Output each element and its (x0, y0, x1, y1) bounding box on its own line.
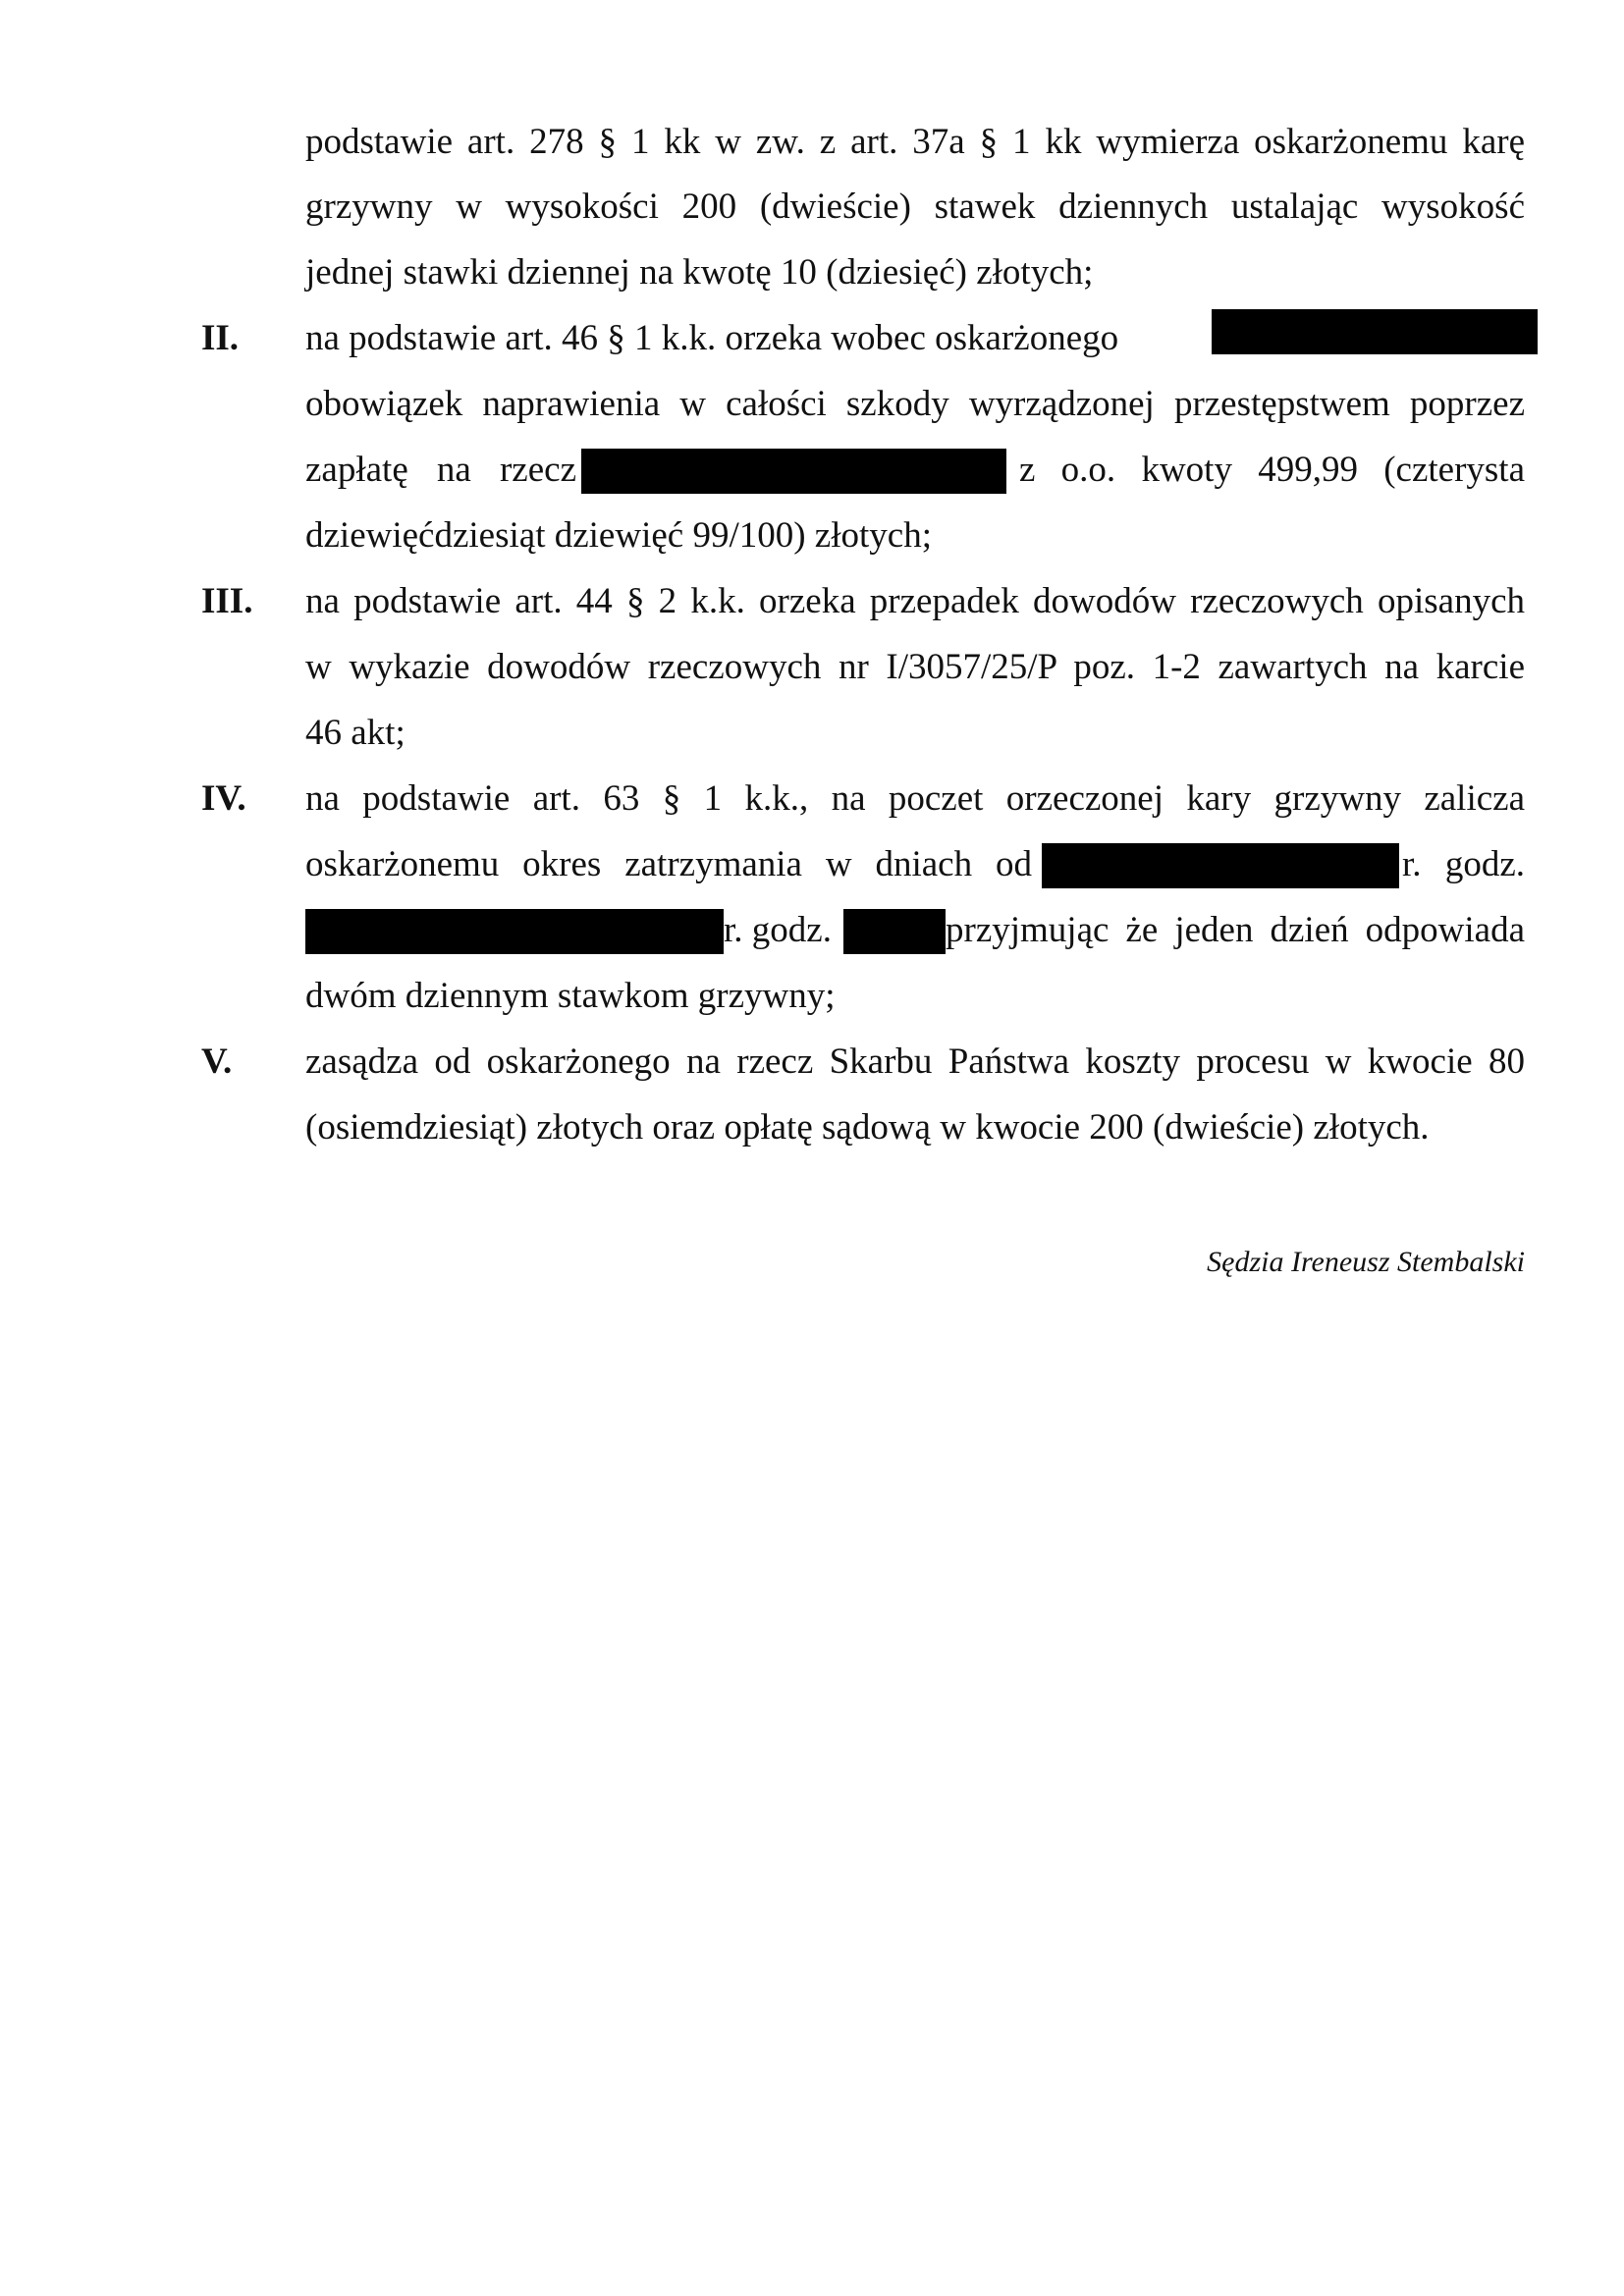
item-i-line-2: grzywny w wysokości 200 (dwieście) stawek dziennych ustalając wysokość (305, 187, 1525, 227)
item-iv-line-3-end: przyjmując że jeden dzień odpowiada (946, 910, 1525, 950)
item-number-ii: II. (201, 318, 240, 358)
item-v-line-1: zasądza od oskarżonego na rzecz Skarbu Państwa koszty procesu w kwocie 80 (305, 1041, 1525, 1082)
redaction-detention-start (1042, 843, 1399, 888)
redaction-detention-hour (843, 909, 946, 954)
redaction-detention-end (305, 909, 724, 954)
item-number-iii: III. (201, 581, 253, 621)
item-ii-line-4: dziewięćdziesiąt dziewięć 99/100) złotych; (305, 515, 932, 556)
item-ii-line-3-start: zapłatę na rzecz (305, 450, 576, 490)
item-ii-line-2: obowiązek naprawienia w całości szkody wyrządzonej przestępstwem poprzez (305, 384, 1525, 424)
item-ii-line-1-text: na podstawie art. 46 § 1 k.k. orzeka wobec oskarżonego (305, 318, 1119, 358)
item-iv-line-2-end: r. godz. (1402, 844, 1525, 884)
redaction-company-name (581, 449, 1006, 494)
item-iv-line-3 (305, 901, 1525, 960)
item-number-iv: IV. (201, 778, 246, 819)
item-iii-line-1: na podstawie art. 44 § 2 k.k. orzeka przepadek dowodów rzeczowych opisanych (305, 581, 1525, 621)
redaction-defendant-name (1212, 309, 1538, 354)
item-v-line-2: (osiemdziesiąt) złotych oraz opłatę sądową w kwocie 200 (dwieście) złotych. (305, 1107, 1430, 1148)
item-iv-line-2-start: oskarżonemu okres zatrzymania w dniach od (305, 844, 1032, 884)
item-iv-line-4: dwóm dziennym stawkom grzywny; (305, 976, 836, 1016)
item-ii-line-3-end: z o.o. kwoty 499,99 (czterysta (1019, 450, 1525, 490)
item-ii-line-1 (305, 309, 1525, 368)
item-iv-line-1: na podstawie art. 63 § 1 k.k., na poczet orzeczonej kary grzywny zalicza (305, 778, 1525, 819)
judge-signature: Sędzia Ireneusz Stembalski (1207, 1246, 1525, 1278)
item-iv-line-2 (305, 835, 1525, 894)
item-i-line-3: jednej stawki dziennej na kwotę 10 (dziesięć) złotych; (305, 252, 1094, 293)
item-i-line-1: podstawie art. 278 § 1 kk w zw. z art. 37a § 1 kk wymierza oskarżonemu karę (305, 122, 1525, 162)
item-iv-line-3-godz: r. godz. (724, 910, 832, 950)
item-ii-line-3 (305, 441, 1525, 500)
item-iii-line-2: w wykazie dowodów rzeczowych nr I/3057/25/P poz. 1-2 zawartych na karcie (305, 647, 1525, 687)
item-iii-line-3: 46 akt; (305, 713, 406, 753)
item-number-v: V. (201, 1041, 233, 1082)
